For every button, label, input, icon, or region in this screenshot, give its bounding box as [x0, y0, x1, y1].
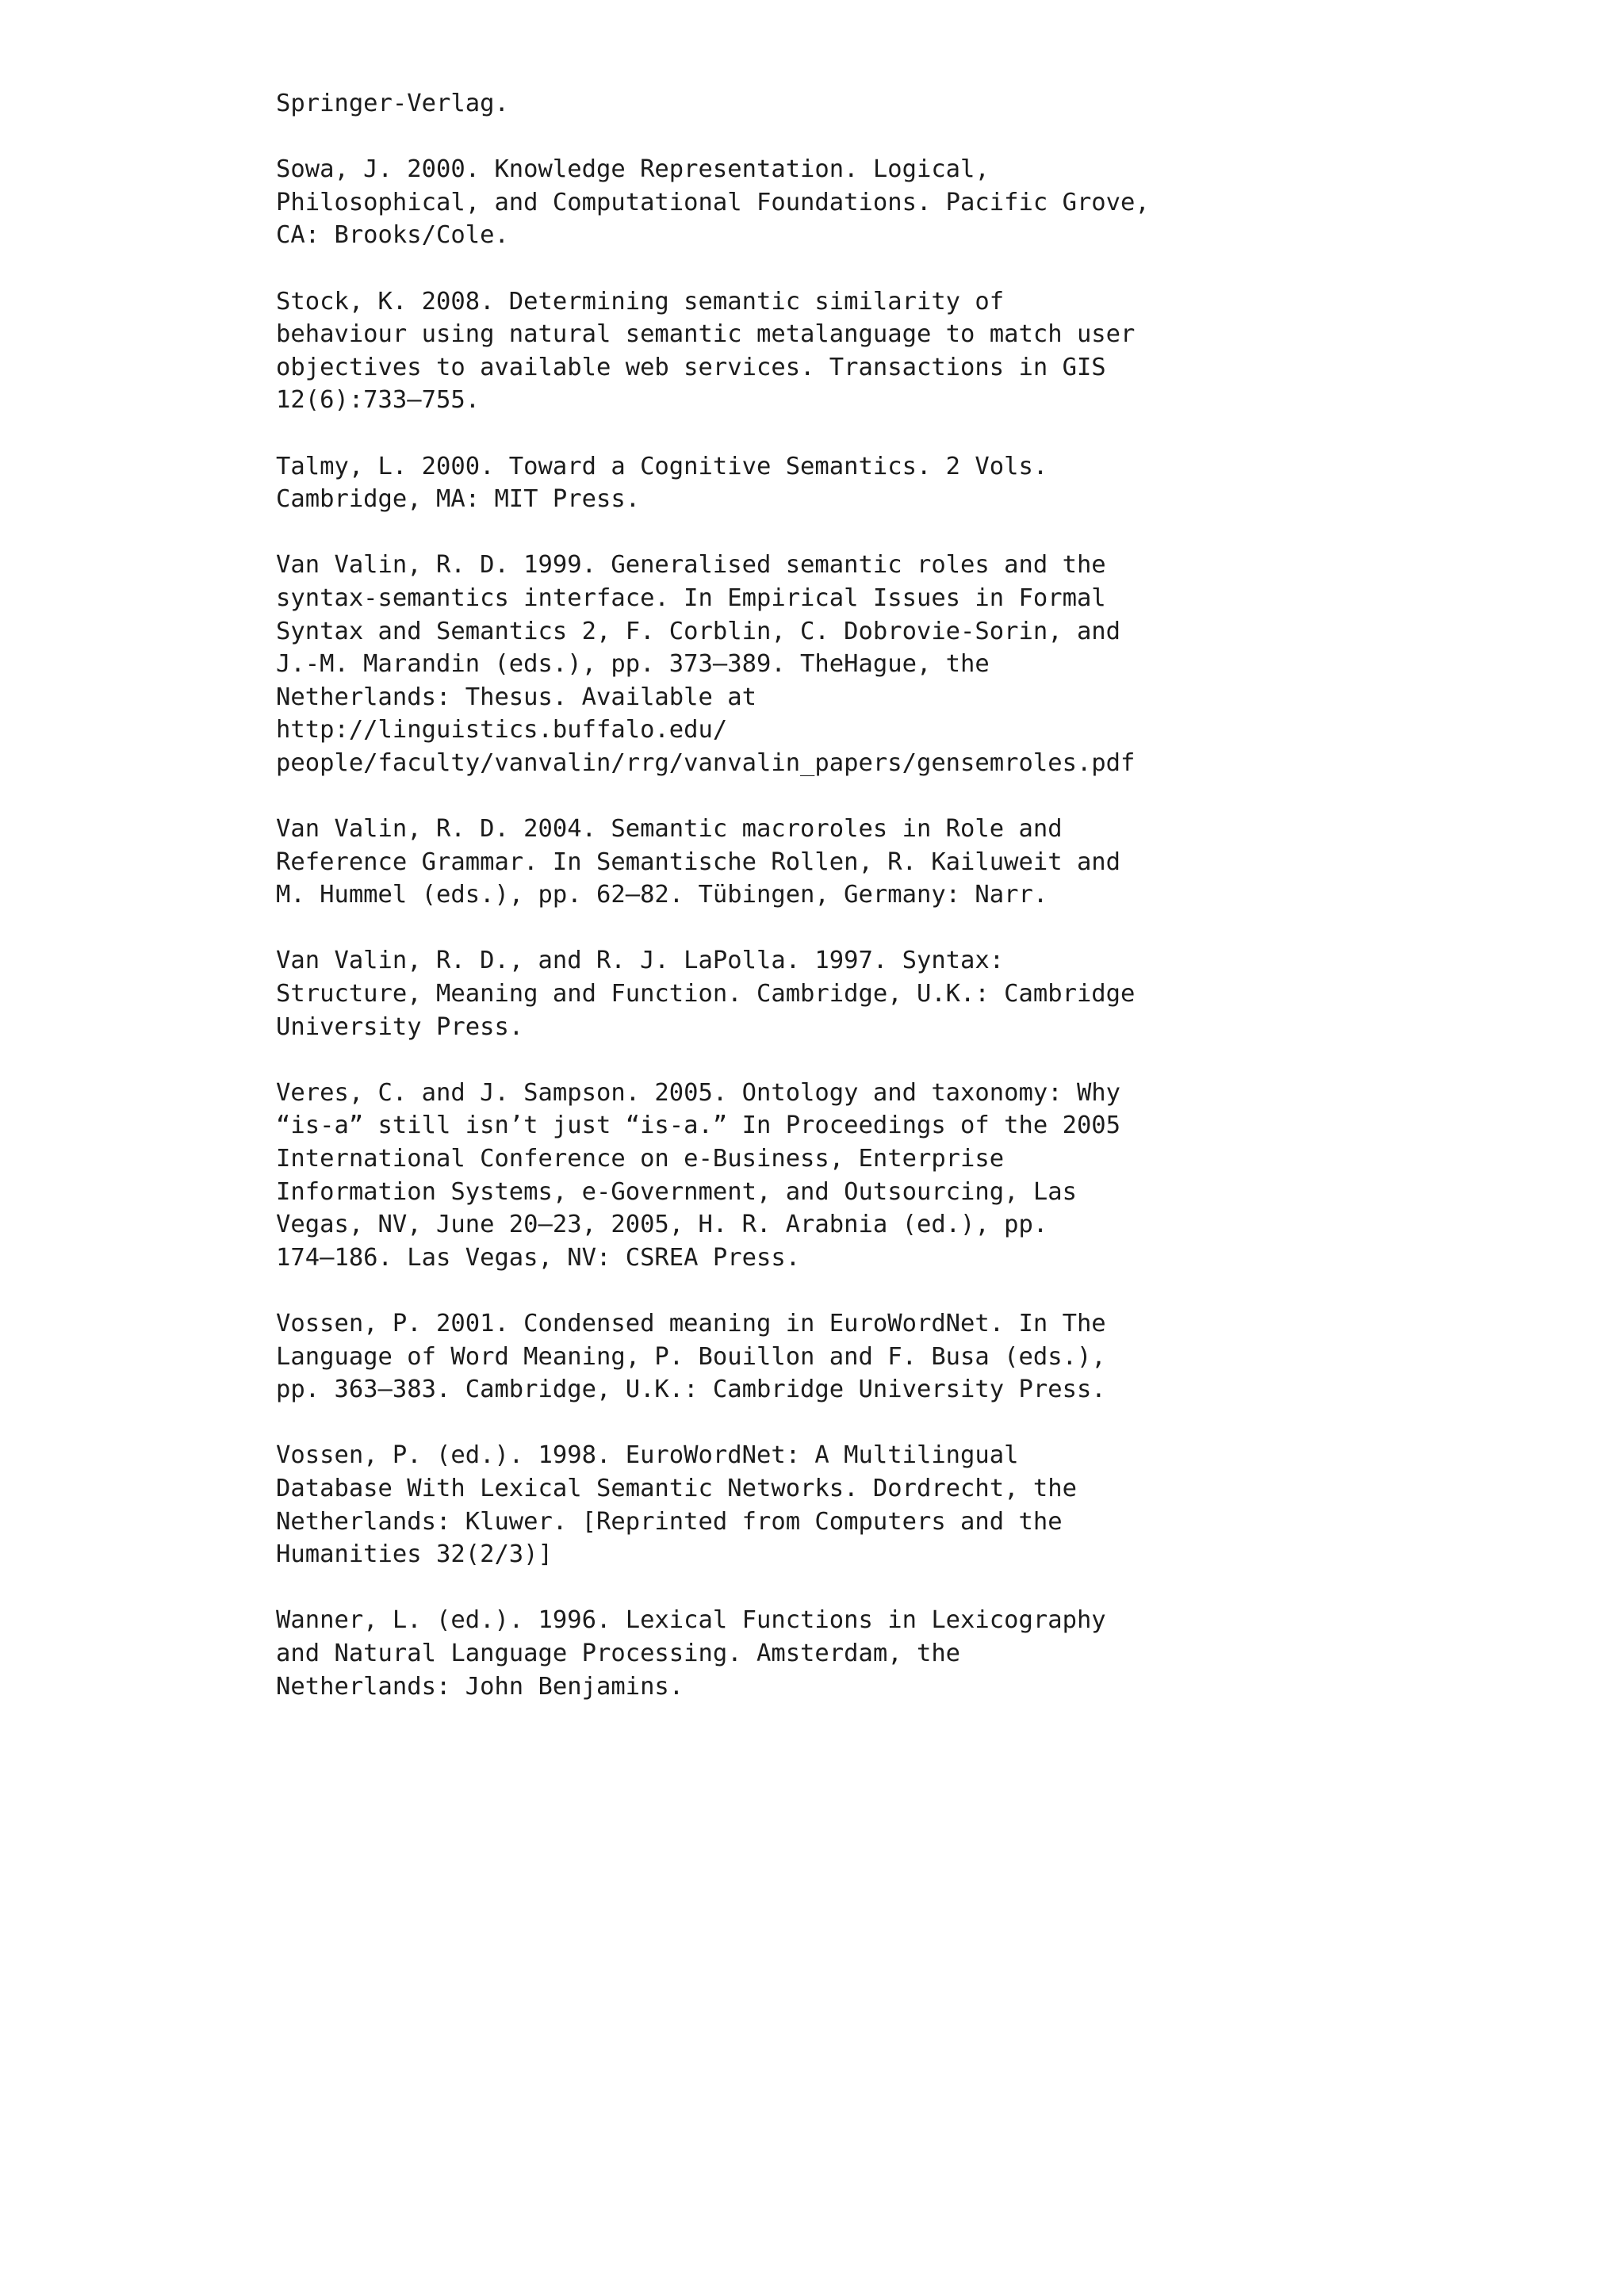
reference-line: Vossen, P. 2001. Condensed meaning in EuroWordNet. In The — [276, 1309, 1106, 1337]
reference-line: J.-M. Marandin (eds.), pp. 373–389. TheHague, the — [276, 650, 990, 679]
reference-entry — [276, 813, 1465, 912]
reference-line: Language of Word Meaning, P. Bouillon and F. Busa (eds.), — [276, 1342, 1106, 1371]
reference-line: Syntax and Semantics 2, F. Corblin, C. Dobrovie-Sorin, and — [276, 617, 1121, 645]
reference-entry — [276, 549, 1465, 779]
reference-line: Veres, C. and J. Sampson. 2005. Ontology and taxonomy: Why — [276, 1078, 1121, 1107]
reference-line: “is-a” still isn’t just “is-a.” In Proceedings of the 2005 — [276, 1112, 1121, 1140]
reference-line: Van Valin, R. D. 2004. Semantic macroroles in Role and — [276, 815, 1063, 844]
reference-line: Database With Lexical Semantic Networks. Dordrecht, the — [276, 1474, 1077, 1502]
reference-entry — [276, 153, 1465, 252]
reference-entry — [276, 944, 1465, 1043]
reference-line: Reference Grammar. In Semantische Rollen, R. Kailuweit and — [276, 848, 1121, 876]
reference-line: International Conference on e-Business, Enterprise — [276, 1145, 1005, 1173]
reference-url-line[interactable]: http://linguistics.buffalo.edu/ — [276, 716, 728, 744]
reference-line: objectives to available web services. Transactions in GIS — [276, 353, 1106, 381]
reference-line: Cambridge, MA: MIT Press. — [276, 485, 641, 514]
reference-line: Talmy, L. 2000. Toward a Cognitive Semantics. 2 Vols. — [276, 452, 1048, 480]
reference-line: Sowa, J. 2000. Knowledge Representation. Logical, — [276, 155, 990, 184]
reference-line: and Natural Language Processing. Amsterdam, the — [276, 1639, 961, 1667]
reference-entry — [276, 1077, 1465, 1275]
reference-line: Vossen, P. (ed.). 1998. EuroWordNet: A Multilingual — [276, 1441, 1019, 1470]
reference-line: Humanities 32(2/3)] — [276, 1540, 553, 1569]
reference-entry — [276, 285, 1465, 417]
reference-line: M. Hummel (eds.), pp. 62–82. Tübingen, Germany: Narr. — [276, 881, 1048, 909]
reference-line: Springer-Verlag. — [276, 90, 509, 117]
reference-entry — [276, 1439, 1465, 1571]
reference-line: Van Valin, R. D. 1999. Generalised semantic roles and the — [276, 551, 1106, 580]
reference-url-line[interactable]: people/faculty/vanvalin/rrg/vanvalin_papers/gensemroles.pdf — [276, 748, 1136, 777]
reference-line: Stock, K. 2008. Determining semantic similarity of — [276, 287, 1005, 316]
reference-line: 12(6):733–755. — [276, 386, 481, 415]
reference-line: behaviour using natural semantic metalanguage to match user — [276, 320, 1136, 349]
reference-line: Netherlands: Kluwer. [Reprinted from Computers and the — [276, 1507, 1063, 1536]
reference-line: Vegas, NV, June 20–23, 2005, H. R. Arabnia (ed.), pp. — [276, 1211, 1048, 1239]
reference-line: University Press. — [276, 1012, 524, 1041]
reference-line: Netherlands: Thesus. Available at — [276, 683, 756, 711]
reference-line: CA: Brooks/Cole. — [276, 221, 509, 250]
reference-line: 174–186. Las Vegas, NV: CSREA Press. — [276, 1243, 801, 1272]
reference-line: Information Systems, e-Government, and Outsourcing, Las — [276, 1177, 1077, 1206]
reference-line: Structure, Meaning and Function. Cambridge, U.K.: Cambridge — [276, 980, 1136, 1008]
reference-line: Netherlands: John Benjamins. — [276, 1672, 684, 1701]
reference-entry — [276, 1307, 1465, 1406]
reference-list — [276, 87, 1465, 1736]
reference-entry — [276, 1604, 1465, 1703]
reference-line: Wanner, L. (ed.). 1996. Lexical Functions in Lexicography — [276, 1606, 1106, 1635]
reference-line: Van Valin, R. D., and R. J. LaPolla. 1997. Syntax: — [276, 947, 1005, 975]
reference-line: syntax-semantics interface. In Empirical Issues in Formal — [276, 584, 1106, 612]
reference-entry — [276, 450, 1465, 516]
reference-line: pp. 363–383. Cambridge, U.K.: Cambridge University Press. — [276, 1376, 1106, 1404]
reference-entry — [276, 87, 1465, 121]
reference-line: Philosophical, and Computational Foundations. Pacific Grove, — [276, 188, 1150, 216]
